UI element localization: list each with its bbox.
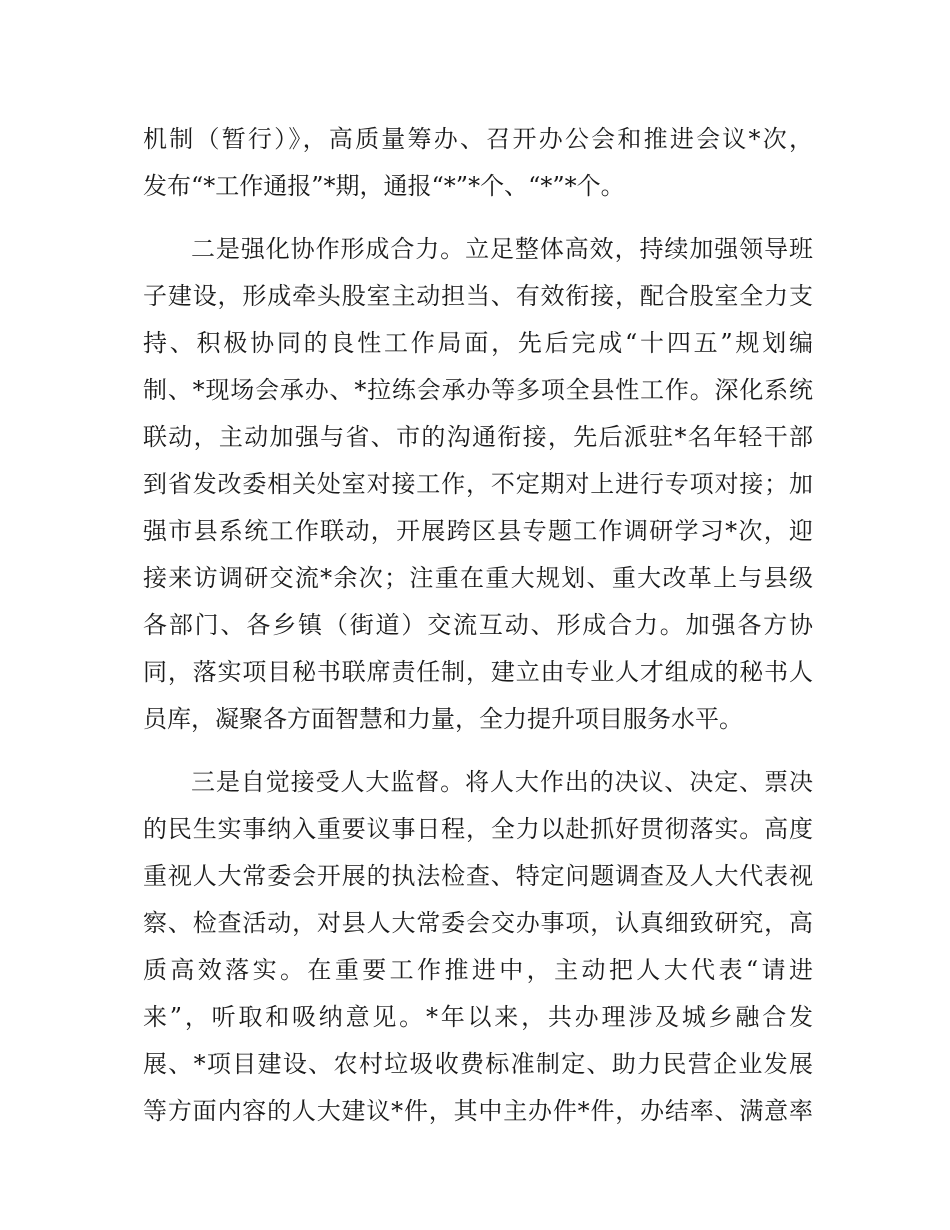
text-line: 接来访调研交流*余次；注重在重大规划、重大改革上与县级 xyxy=(143,564,813,592)
text-line: 各部门、各乡镇（街道）交流互动、形成合力。加强各方协 xyxy=(143,611,813,639)
text-line: 质高效落实。在重要工作推进中，主动把人大代表“请进 xyxy=(143,956,813,984)
text-line: 到省发改委相关处室对接工作，不定期对上进行专项对接；加 xyxy=(143,470,813,498)
paragraph-collaboration xyxy=(143,226,813,743)
text-line: 的民生实事纳入重要议事日程，全力以赴抓好贯彻落实。高度 xyxy=(143,815,813,843)
text-line: 发布“*工作通报”*期，通报“*”*个、“*”*个。 xyxy=(143,172,625,200)
text-line: 联动，主动加强与省、市的沟通衔接，先后派驻*名年轻干部 xyxy=(143,423,813,451)
text-line: 三是自觉接受人大监督。将人大作出的决议、决定、票决 xyxy=(191,768,813,796)
text-line: 员库，凝聚各方面智慧和力量，全力提升项目服务水平。 xyxy=(143,705,743,733)
text-line: 持、积极协同的良性工作局面，先后完成“十四五”规划编 xyxy=(143,329,813,357)
text-line: 展、*项目建设、农村垃圾收费标准制定、助力民营企业发展 xyxy=(143,1050,813,1078)
text-line: 强市县系统工作联动，开展跨区县专题工作调研学习*次，迎 xyxy=(143,517,813,545)
paragraph-npc-supervision xyxy=(143,759,813,1135)
text-line: 子建设，形成牵头股室主动担当、有效衔接，配合股室全力支 xyxy=(143,282,813,310)
text-line: 制、*现场会承办、*拉练会承办等多项全县性工作。深化系统 xyxy=(143,376,813,404)
text-line: 二是强化协作形成合力。立足整体高效，持续加强领导班 xyxy=(191,235,813,263)
text-line: 重视人大常委会开展的执法检查、特定问题调查及人大代表视 xyxy=(143,862,813,890)
text-line: 同，落实项目秘书联席责任制，建立由专业人才组成的秘书人 xyxy=(143,658,813,686)
document-body xyxy=(143,116,813,1135)
text-line: 来”，听取和吸纳意见。*年以来，共办理涉及城乡融合发 xyxy=(143,1003,813,1031)
paragraph-mechanism-continuation xyxy=(143,116,813,210)
text-line: 等方面内容的人大建议*件，其中主办件*件，办结率、满意率 xyxy=(143,1097,813,1125)
text-line: 机制（暂行）》，高质量筹办、召开办公会和推进会议*次， xyxy=(143,125,813,153)
text-line: 察、检查活动，对县人大常委会交办事项，认真细致研究，高 xyxy=(143,909,813,937)
